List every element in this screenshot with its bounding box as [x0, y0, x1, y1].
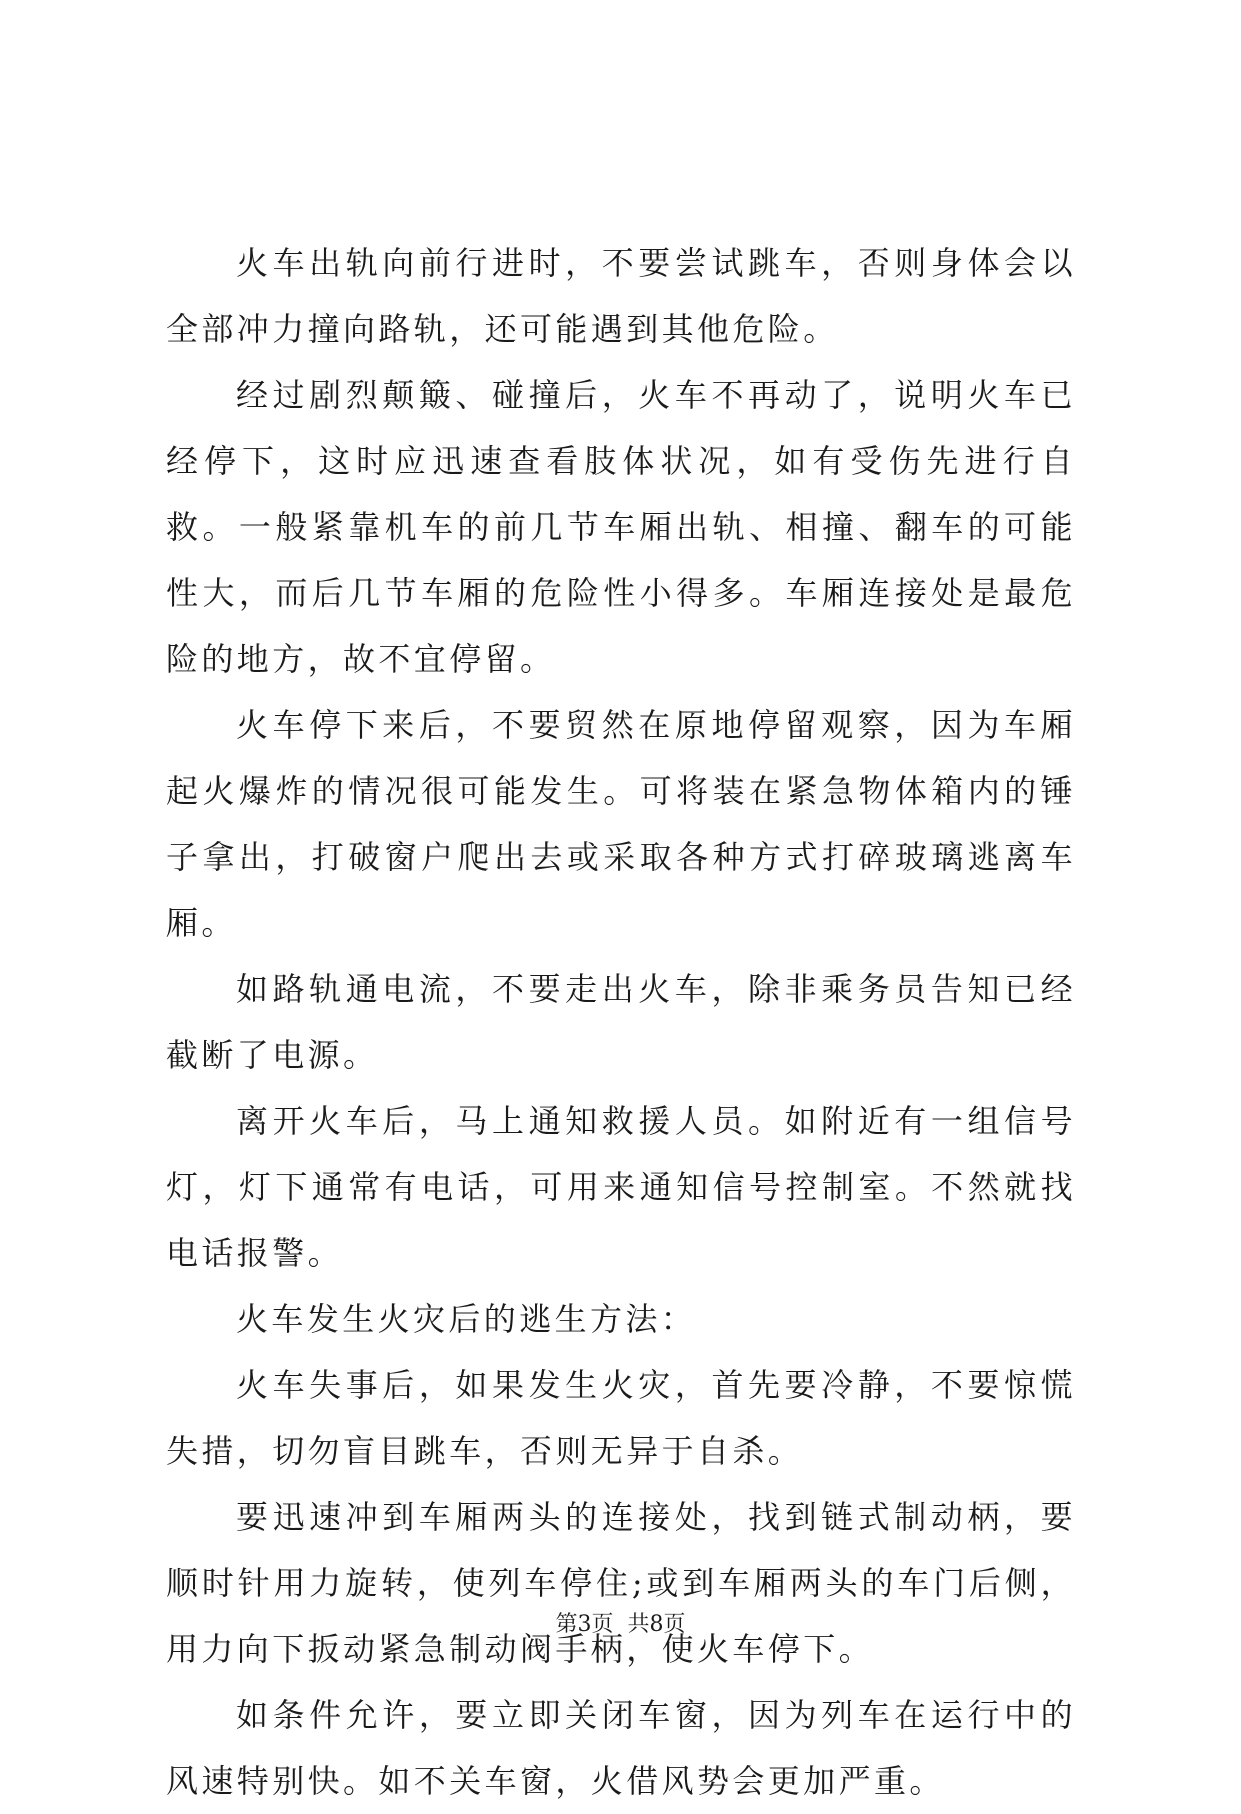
page-number: 第3页: [555, 1612, 614, 1637]
section-heading-paragraph: 火车发生火灾后的逃生方法：: [236, 1300, 697, 1338]
paragraph: 火车停下来后，不要贸然在原地停留观察，因为车厢起火爆炸的情况很可能发生。可将装在紧急物体箱内的锤子拿出，打破窗户爬出去或采取各种方式打碎玻璃逃离车厢。: [166, 706, 1076, 942]
paragraph: 经过剧烈颠簸、碰撞后，火车不再动了，说明火车已经停下，这时应迅速查看肢体状况，如有受伤先进行自救。一般紧靠机车的前几节车厢出轨、相撞、翻车的可能性大，而后几节车厢的危险性小得多。车厢连接处是最危险的地方，故不宜停留。: [166, 376, 1076, 678]
paragraph: 火车失事后，如果发生火灾，首先要冷静，不要惊慌失措，切勿盲目跳车，否则无异于自杀。: [166, 1366, 1076, 1470]
paragraph: 离开火车后，马上通知救援人员。如附近有一组信号灯，灯下通常有电话，可用来通知信号控制室。不然就找电话报警。: [166, 1102, 1076, 1272]
paragraph: 如路轨通电流，不要走出火车，除非乘务员告知已经截断了电源。: [166, 970, 1076, 1074]
body-text: [166, 230, 1076, 1814]
paragraph: 如条件允许，要立即关闭车窗，因为列车在运行中的风速特别快。如不关车窗，火借风势会更加严重。: [166, 1696, 1076, 1800]
paragraph: 要迅速冲到车厢两头的连接处，找到链式制动柄，要顺时针用力旋转，使列车停住;或到车厢两头的车门后侧，用力向下扳动紧急制动阀手柄，使火车停下。: [166, 1498, 1076, 1668]
page-footer: [0, 1610, 1241, 1640]
paragraph: 火车出轨向前行进时，不要尝试跳车，否则身体会以全部冲力撞向路轨，还可能遇到其他危险。: [166, 244, 1076, 348]
total-pages: 共8页: [627, 1612, 686, 1637]
